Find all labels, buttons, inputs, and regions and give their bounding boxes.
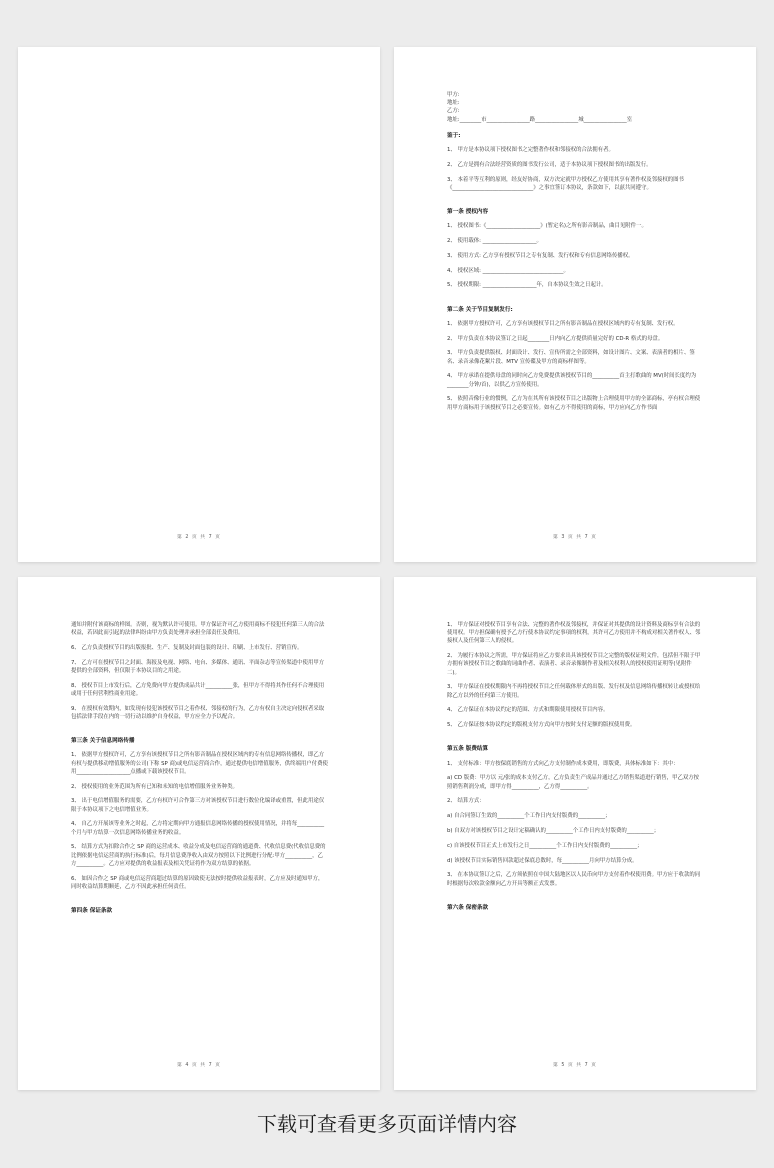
section-heading: 第六条 保密条款 bbox=[447, 904, 489, 911]
paragraph: 甲方: bbox=[447, 92, 460, 98]
page-number-footer: 第 3 页 共 7 页 bbox=[553, 535, 597, 540]
document-page-4 bbox=[18, 577, 380, 1090]
paragraph: 6、 乙方负责授权节目的出版报批、生产、复制及封面包装的设计、印刷、上市发行、营销宣传。 bbox=[71, 645, 303, 651]
page-5-body bbox=[447, 621, 704, 918]
section-heading: 第二条 关于节目复制发行: bbox=[447, 306, 513, 313]
page-number-footer: 第 2 页 共 7 页 bbox=[177, 535, 221, 540]
paragraph: 乙方: bbox=[447, 108, 460, 115]
paragraph: 1、 依据甲方授权许可，乙方享有该授权节目之所有影音制品在授权区域内的专有信息网络传播权，即乙方有权与提供移动增值服务的公司(下称 SP 商)或电信运营商合作，通过提供电信增值服务，供终端用户付费使用____________________点播或下载该授权节目。 bbox=[71, 752, 328, 775]
paragraph: 2、 结算方式： bbox=[447, 798, 485, 805]
paragraph: 2、 为履行本协议之所需，甲方保证将应乙方要求出具该授权节目之完整的版权证明文件，包括但不限于甲方拥有该授权节目之歌曲的词曲作者、表演者、录音录像制作者及相关权利人的授权使用证明等(见附件二)。 bbox=[447, 653, 701, 676]
section-heading: 第五条 版费结算 bbox=[447, 746, 489, 753]
page-4-body bbox=[71, 621, 328, 921]
paragraph: 3、 甲方负责提供版权、封面设计、发行、宣传所需之全部资料，如设计图片、文案、表演者的相片、签名、录音录像花絮片段、MTV 宣传碟及甲方的商标样图等。 bbox=[447, 350, 695, 365]
paragraph: 4、 甲方承诺在提供母盘的同时向乙方免费提供该授权节目的__________首主打歌曲的 MV(时间长度约为________分钟/首)，以供乙方宣传使用。 bbox=[447, 373, 697, 388]
paragraph: 2、 甲方负责在本协议签订之日起________日内向乙方提供质量完好的 CD-R 格式的母盘。 bbox=[447, 335, 664, 342]
paragraph: 7、 乙方可在授权节目之封面、海报及电视、网络、电台、多媒体、通讯、平面杂志等宣传渠道中使用甲方提供的全部资料，但仅限于本协议目的之用途。 bbox=[71, 659, 325, 674]
document-page-3 bbox=[394, 47, 756, 562]
paragraph: 4、 乙方保证在本协议约定的范围、方式和期限使用授权节目内容。 bbox=[447, 707, 609, 714]
paragraph: a) CD 版费：甲方以 元/张的成本支付乙方，乙方负责生产成品并通过乙方销售渠道进行销售，甲乙双方按照销售利润分成，即甲方得__________，乙方得__________。 bbox=[447, 775, 700, 790]
paragraph: 3、 在本协议签订之后，乙方须依照在中国大陆地区以人民币向甲方支付着作权使用费。甲方应于收款的同时根据每次收款金额向乙方开具等额正式发票。 bbox=[447, 872, 701, 887]
paragraph: b) 自双方对该授权节目之设计定稿确认的__________个工作日内支付版费的__________； bbox=[447, 828, 660, 834]
document-page-2 bbox=[18, 47, 380, 562]
paragraph: 4、 授权区域: ______________________________。 bbox=[447, 267, 569, 274]
page-3-body bbox=[447, 91, 704, 418]
paragraph: 4、 自乙方开展该等业务之时起，乙方将定期向甲方通报信息网络传播的授权使用情况，并将每__________个月与甲方结算一次信息网络传播业务的收益。 bbox=[71, 821, 325, 836]
section-heading: 第三条 关于信息网络传播 bbox=[71, 738, 135, 745]
paragraph: 9、 在授权有效期内，如发现有侵犯该授权节目之着作权、邻接权的行为，乙方有权自主决定向侵权者采取包括法律手段在内的一切行动以维护自身权益，甲方应全力予以配合。 bbox=[71, 705, 325, 720]
paragraph: 1、 甲方是本协议项下授权图书之完整著作权和邻接权的合法拥有者。 bbox=[447, 147, 614, 154]
document-page-5 bbox=[394, 577, 756, 1090]
paragraph: 5、 乙方保证按本协议约定的版税支付方式向甲方按时支付足额的版权使用费。 bbox=[447, 722, 636, 729]
page-number-footer: 第 4 页 共 7 页 bbox=[177, 1063, 221, 1068]
paragraph: 8、 授权节目上市发行后，乙方免费向甲方提供成品共计__________张，但甲方不得将其作任何不合理使用或用于任何营利性商业用途。 bbox=[71, 682, 325, 697]
paragraph: 2、 乙方是拥有合法经营资质的图书发行公司，适于本协议项下授权图书的出版发行。 bbox=[447, 161, 652, 168]
paragraph: 5、 授权期限: ____________________年，自本协议生效之日起计。 bbox=[447, 282, 607, 289]
paragraph: 1、 授权图书:《____________________》(暂定名)之所有影音制品，曲目见附件一。 bbox=[447, 223, 647, 230]
paragraph: 5、 依照音像行业的惯例，乙方为在其所有该授权节目之出版物上合理使用甲方的全部商标，亭有权合理使用甲方商标用于该授权节目之必要宣传。如有乙方不得使用的商标，甲方应向乙方作书面 bbox=[447, 396, 701, 411]
paragraph: d) 该授权节目实际销售回款超过保底总数时，每__________月向甲方结算分成。 bbox=[447, 857, 638, 864]
paragraph: 3、 本着平等互利的原则，经友好协商，双方决定就甲方授权乙方使用其享有著作权及邻接权的图书《______________________________》之事宜签订本协议，条款如下，以兹共同遵守。 bbox=[447, 176, 684, 191]
paragraph: 2、 授权使用的业务范围为所有已知和未知的电信增值服务业务种类。 bbox=[71, 783, 238, 790]
section-heading: 鉴于: bbox=[447, 132, 461, 139]
page-number-footer: 第 5 页 共 7 页 bbox=[553, 1063, 597, 1068]
section-heading: 第一条 授权内容 bbox=[447, 209, 489, 216]
paragraph: 1、 甲方保证对授权节目享有合法、完整的著作权及邻接权，并保证对其提供的设计资料及商标享有合法的使用权。甲方担保确有授予乙方行使本协议约定事项的权利，其许可乙方使用并不构成对相关著作权人、邻接权人及任何第三人的侵权。 bbox=[447, 622, 701, 645]
paragraph: c) 自该授权节目正式上市发行之日__________个工作日内支付版费的__________； bbox=[447, 842, 643, 849]
paragraph: 1、 支付标准：甲方按保底销售的方式向乙方支付制作成本费用，即版费，具体标准如下：其中： bbox=[447, 760, 679, 767]
paragraph: 2、 使用载体: ____________________。 bbox=[447, 238, 542, 245]
paragraph: 3、 使用方式: 乙方享有授权节目之专有复制、发行权和专有信息网络传播权。 bbox=[447, 252, 634, 259]
download-more-caption: 下载可查看更多页面详情内容 bbox=[257, 1112, 517, 1136]
paragraph: 5、 结算方式为扣除合作之 SP 商的运营成本、收益分成及电信运营商的通道费、代收信息费(代收信息费的比例依据电信运营商的执行标准)后，每月信息费净收入由双方按照以下比例进行分配:甲方__________，乙方__________。乙方应对提供的收益报表及相关凭证将作为双方结算的依据。 bbox=[71, 844, 326, 867]
paragraph: 6、 如因合作之 SP 商或电信运营商超过结算的原因致使无法按时提供收益报表时，乙方应及时通知甲方，同时收益结算期顺延，乙方不因此承担任何责任。 bbox=[71, 875, 324, 890]
paragraph: 3、 出于电信增值服务的需要，乙方有权许可合作第三方对该授权节目进行数位化编译或重置，但此用途仅限于本协议项下之电信增值业务。 bbox=[71, 798, 325, 813]
paragraph: 地址: bbox=[447, 100, 460, 107]
paragraph: 地址:________市________________路________________城________________室 bbox=[447, 116, 633, 123]
paragraph: 通知并附付该商标的样图。否则，视为默认许可使用。甲方保证许可乙方使用商标不侵犯任何第三人的合法权益，若因此而引起的法律纠纷由甲方负责处理并承担全部责任及费用。 bbox=[71, 622, 325, 637]
paragraph: 3、 甲方保证在授权期限内不再将授权节目之任何载体形式的出版、发行权及信息网络传播权转让或授权给除乙方以外的任何第三方使用。 bbox=[447, 684, 701, 699]
section-heading: 第四条 保证条款 bbox=[71, 908, 113, 915]
paragraph: a) 自合同签订生效的__________个工作日内支付版费的__________； bbox=[447, 813, 611, 820]
paragraph: 1、 依据甲方授权许可，乙方享有该授权节目之所有影音制品在授权区域内的专有复制、发行权。 bbox=[447, 320, 679, 327]
